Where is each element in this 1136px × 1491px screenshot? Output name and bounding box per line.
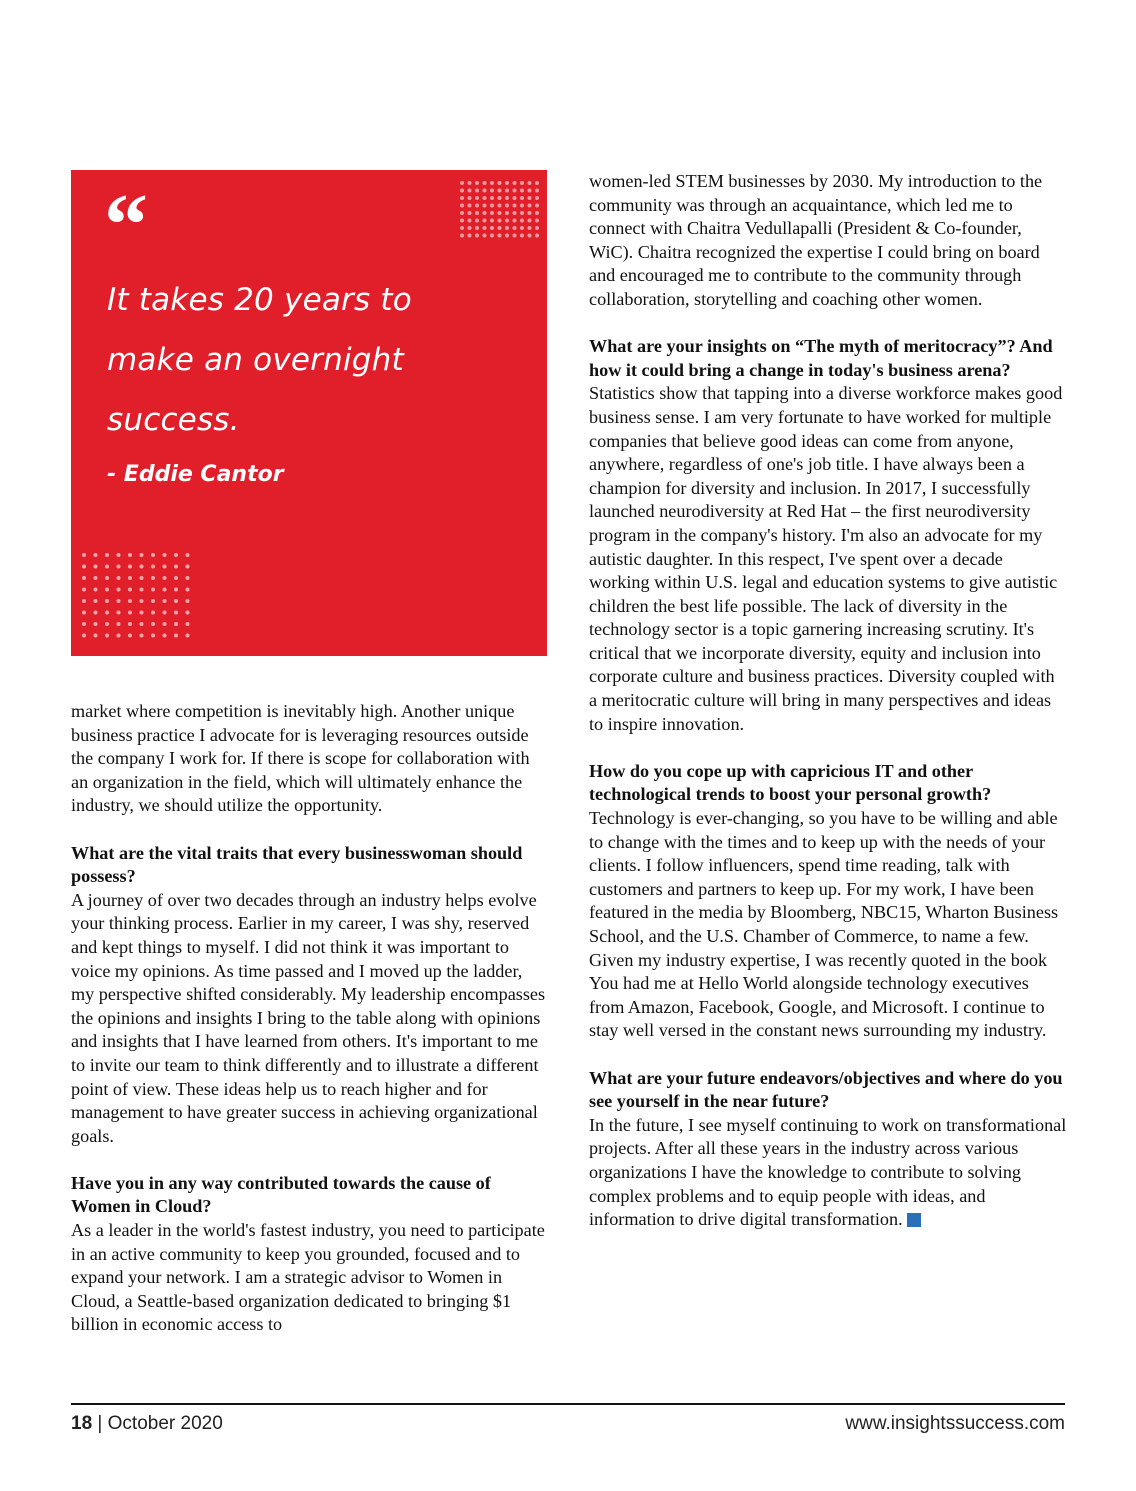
quote-line-1: It takes 20 years to bbox=[107, 282, 412, 318]
decorative-dot bbox=[535, 226, 539, 230]
decorative-dot bbox=[475, 211, 479, 215]
decorative-dot bbox=[128, 599, 132, 603]
decorative-dot bbox=[105, 611, 109, 615]
decorative-dot bbox=[490, 211, 494, 215]
decorative-dot bbox=[528, 219, 532, 223]
decorative-dot bbox=[163, 565, 167, 569]
decorative-dot bbox=[105, 553, 109, 557]
decorative-dot bbox=[475, 189, 479, 193]
pull-quote-box bbox=[71, 170, 547, 656]
decorative-dot bbox=[505, 181, 509, 185]
decorative-dot bbox=[520, 211, 524, 215]
decorative-dot bbox=[490, 219, 494, 223]
decorative-dot bbox=[483, 204, 487, 208]
question-heading: How do you cope up with capricious IT and other technological trends to boost your personal growth? bbox=[589, 760, 992, 805]
decorative-dot bbox=[483, 211, 487, 215]
decorative-dot bbox=[468, 219, 472, 223]
question-heading: What are the vital traits that every businesswoman should possess? bbox=[71, 842, 523, 887]
decorative-dot bbox=[186, 565, 190, 569]
decorative-dot bbox=[105, 599, 109, 603]
decorative-dot bbox=[528, 234, 532, 238]
decorative-dot bbox=[163, 576, 167, 580]
decorative-dot bbox=[535, 196, 539, 200]
decorative-dot bbox=[475, 234, 479, 238]
decorative-dot bbox=[468, 196, 472, 200]
decorative-dot bbox=[82, 599, 86, 603]
quote-line-2: make an overnight bbox=[107, 342, 404, 378]
paragraph: A journey of over two decades through an industry helps evolve your thinking process. Earlier in my career, I was shy, reserved and kept things to myself. I did not think it was important to voice my opinions. As time passed and I moved up the ladder, my perspective shifted considerably. My leadership encompasses the opinions and insights I bring to the table along with opinions and insights that I have learned from others. It's important to me to invite our team to think differently and to illustrate a different point of view. These ideas help us to reach higher and for management to have greater success in achieving organizational goals. bbox=[71, 889, 546, 1146]
decorative-dot bbox=[535, 211, 539, 215]
decorative-dot bbox=[94, 622, 98, 626]
decorative-dot bbox=[535, 234, 539, 238]
decorative-dot bbox=[94, 611, 98, 615]
decorative-dot bbox=[128, 565, 132, 569]
decorative-dot bbox=[490, 234, 494, 238]
footer-page-info bbox=[71, 1413, 223, 1435]
quote-text bbox=[107, 270, 527, 450]
decorative-dot bbox=[140, 611, 144, 615]
decorative-dot bbox=[460, 196, 464, 200]
decorative-dot bbox=[498, 211, 502, 215]
paragraph: As a leader in the world's fastest industry, you need to participate in an active community to keep you grounded, focused and to expand your network. I am a strategic advisor to Women in Cloud, a Seattle-based organization dedicated to bringing $1 billion in economic access to bbox=[71, 1220, 545, 1335]
decorative-dot bbox=[475, 204, 479, 208]
decorative-dot bbox=[535, 181, 539, 185]
issue-date: October 2020 bbox=[107, 1413, 223, 1434]
decorative-dot bbox=[82, 622, 86, 626]
decorative-dot bbox=[117, 634, 121, 638]
decorative-dot bbox=[520, 204, 524, 208]
decorative-dot bbox=[468, 211, 472, 215]
decorative-dot bbox=[94, 565, 98, 569]
decorative-dot bbox=[151, 634, 155, 638]
decorative-dot bbox=[151, 576, 155, 580]
decorative-dot bbox=[82, 565, 86, 569]
decorative-dot bbox=[460, 204, 464, 208]
decorative-dot bbox=[163, 599, 167, 603]
decorative-dot bbox=[520, 196, 524, 200]
decorative-dot bbox=[483, 226, 487, 230]
decorative-dot bbox=[174, 553, 178, 557]
left-column bbox=[71, 700, 547, 1337]
decorative-dot bbox=[174, 576, 178, 580]
decorative-dot bbox=[505, 219, 509, 223]
decorative-dot bbox=[174, 634, 178, 638]
question-heading: What are your future endeavors/objectives and where do you see yourself in the near future? bbox=[589, 1067, 1063, 1112]
footer-divider bbox=[71, 1403, 1065, 1405]
decorative-dot bbox=[468, 204, 472, 208]
decorative-dot bbox=[513, 196, 517, 200]
decorative-dot bbox=[82, 576, 86, 580]
decorative-dot bbox=[513, 234, 517, 238]
decorative-dot bbox=[117, 576, 121, 580]
decorative-dot bbox=[475, 219, 479, 223]
decorative-dot bbox=[128, 622, 132, 626]
decorative-dot bbox=[490, 204, 494, 208]
decorative-dot bbox=[513, 219, 517, 223]
decorative-dot bbox=[174, 599, 178, 603]
decorative-dot bbox=[163, 611, 167, 615]
decorative-dot bbox=[82, 634, 86, 638]
decorative-dot bbox=[128, 611, 132, 615]
decorative-dot bbox=[528, 211, 532, 215]
decorative-dot bbox=[505, 211, 509, 215]
decorative-dot bbox=[460, 219, 464, 223]
paragraph: women-led STEM businesses by 2030. My introduction to the community was through an acquaintance, which led me to connect with Chaitra Vedullapalli (President & Co-founder, WiC). Chaitra recognized the expertise I could bring on board and encouraged me to contribute to the community through collaboration, storytelling and coaching other women. bbox=[589, 171, 1043, 309]
decorative-dot bbox=[151, 565, 155, 569]
decorative-dot bbox=[186, 634, 190, 638]
decorative-dot bbox=[186, 599, 190, 603]
decorative-dot bbox=[468, 226, 472, 230]
decorative-dot bbox=[475, 181, 479, 185]
decorative-dot bbox=[490, 181, 494, 185]
decorative-dot bbox=[490, 226, 494, 230]
decorative-dot bbox=[140, 599, 144, 603]
decorative-dot bbox=[140, 634, 144, 638]
decorative-dot bbox=[186, 622, 190, 626]
decorative-dot bbox=[128, 576, 132, 580]
decorative-dot bbox=[163, 634, 167, 638]
decorative-dot bbox=[535, 189, 539, 193]
decorative-dot bbox=[163, 622, 167, 626]
decorative-dot bbox=[483, 219, 487, 223]
decorative-dot bbox=[460, 181, 464, 185]
decorative-dot bbox=[505, 189, 509, 193]
decorative-dot bbox=[468, 189, 472, 193]
decorative-dot bbox=[460, 226, 464, 230]
decorative-dot bbox=[94, 588, 98, 592]
decorative-dot bbox=[174, 565, 178, 569]
quote-mark-icon: “ bbox=[104, 177, 148, 274]
decorative-dot bbox=[140, 576, 144, 580]
decorative-dot bbox=[117, 565, 121, 569]
decorative-dot bbox=[528, 181, 532, 185]
decorative-dot bbox=[528, 196, 532, 200]
decorative-dot bbox=[117, 588, 121, 592]
decorative-dot bbox=[82, 553, 86, 557]
decorative-dot bbox=[140, 588, 144, 592]
dot-pattern-top-right bbox=[459, 180, 539, 246]
decorative-dot bbox=[528, 204, 532, 208]
decorative-dot bbox=[105, 565, 109, 569]
decorative-dot bbox=[490, 189, 494, 193]
decorative-dot bbox=[520, 181, 524, 185]
decorative-dot bbox=[117, 553, 121, 557]
decorative-dot bbox=[520, 226, 524, 230]
decorative-dot bbox=[505, 234, 509, 238]
decorative-dot bbox=[498, 226, 502, 230]
paragraph: market where competition is inevitably high. Another unique business practice I advocate for is leveraging resources outside the company I work for. If there is scope for collaboration with an organization in the field, which will ultimately enhance the industry, we should utilize the opportunity. bbox=[71, 701, 530, 816]
decorative-dot bbox=[468, 234, 472, 238]
quote-line-3: success. bbox=[107, 402, 240, 438]
decorative-dot bbox=[513, 211, 517, 215]
decorative-dot bbox=[186, 576, 190, 580]
final-paragraph-text: In the future, I see myself continuing to work on transformational projects. After all these years in the industry across various organizations I have the knowledge to contribute to solving complex problems and to equip people with ideas, and information to drive digital transformation. bbox=[589, 1114, 1067, 1230]
decorative-dot bbox=[535, 219, 539, 223]
decorative-dot bbox=[498, 234, 502, 238]
decorative-dot bbox=[94, 634, 98, 638]
decorative-dot bbox=[174, 622, 178, 626]
decorative-dot bbox=[513, 226, 517, 230]
decorative-dot bbox=[140, 553, 144, 557]
decorative-dot bbox=[151, 599, 155, 603]
decorative-dot bbox=[475, 196, 479, 200]
right-column bbox=[589, 170, 1067, 1232]
decorative-dot bbox=[186, 611, 190, 615]
decorative-dot bbox=[163, 588, 167, 592]
decorative-dot bbox=[513, 204, 517, 208]
decorative-dot bbox=[82, 588, 86, 592]
decorative-dot bbox=[460, 211, 464, 215]
website-link[interactable]: www.insightssuccess.com bbox=[845, 1413, 1065, 1434]
decorative-dot bbox=[82, 611, 86, 615]
decorative-dot bbox=[505, 196, 509, 200]
decorative-dot bbox=[498, 204, 502, 208]
page-number: 18 bbox=[71, 1413, 93, 1434]
decorative-dot bbox=[174, 588, 178, 592]
dot-pattern-bottom-left bbox=[81, 552, 197, 650]
decorative-dot bbox=[94, 553, 98, 557]
paragraph: Statistics show that tapping into a diverse workforce makes good business sense. I am very fortunate to have worked for multiple companies that believe good ideas can come from anyone, anywhere, regardless of one's job title. I have always been a champion for diversity and inclusion. In 2017, I successfully launched neurodiversity at Red Hat – the first neurodiversity program in the company's history. I'm also an advocate for my autistic daughter. In this respect, I've spent over a decade working within U.S. legal and education systems to give autistic children the best life possible. The lack of diversity in the technology sector is a topic garnering increasing scrutiny. It's critical that we incorporate diversity, equity and inclusion into corporate culture and business practices. Diversity coupled with a meritocratic culture will bring in many perspectives and ideas to inspire innovation. bbox=[589, 383, 1063, 734]
decorative-dot bbox=[475, 226, 479, 230]
decorative-dot bbox=[186, 588, 190, 592]
question-heading: What are your insights on “The myth of meritocracy”? And how it could bring a change in today's business arena? bbox=[589, 336, 1053, 380]
decorative-dot bbox=[505, 204, 509, 208]
footer-separator: | bbox=[92, 1413, 108, 1434]
decorative-dot bbox=[535, 204, 539, 208]
decorative-dot bbox=[505, 226, 509, 230]
decorative-dot bbox=[528, 226, 532, 230]
decorative-dot bbox=[460, 189, 464, 193]
decorative-dot bbox=[513, 189, 517, 193]
decorative-dot bbox=[128, 634, 132, 638]
decorative-dot bbox=[483, 196, 487, 200]
paragraph bbox=[589, 1114, 1067, 1232]
decorative-dot bbox=[174, 611, 178, 615]
decorative-dot bbox=[117, 611, 121, 615]
decorative-dot bbox=[498, 181, 502, 185]
decorative-dot bbox=[94, 599, 98, 603]
decorative-dot bbox=[490, 196, 494, 200]
decorative-dot bbox=[128, 553, 132, 557]
decorative-dot bbox=[117, 622, 121, 626]
decorative-dot bbox=[94, 576, 98, 580]
decorative-dot bbox=[163, 553, 167, 557]
question-heading: Have you in any way contributed towards the cause of Women in Cloud? bbox=[71, 1172, 491, 1217]
decorative-dot bbox=[186, 553, 190, 557]
decorative-dot bbox=[513, 181, 517, 185]
decorative-dot bbox=[105, 588, 109, 592]
decorative-dot bbox=[105, 622, 109, 626]
decorative-dot bbox=[528, 189, 532, 193]
decorative-dot bbox=[498, 219, 502, 223]
decorative-dot bbox=[483, 234, 487, 238]
decorative-dot bbox=[520, 219, 524, 223]
decorative-dot bbox=[483, 189, 487, 193]
decorative-dot bbox=[151, 622, 155, 626]
decorative-dot bbox=[151, 553, 155, 557]
decorative-dot bbox=[483, 181, 487, 185]
decorative-dot bbox=[140, 622, 144, 626]
decorative-dot bbox=[520, 189, 524, 193]
decorative-dot bbox=[105, 576, 109, 580]
decorative-dot bbox=[468, 181, 472, 185]
decorative-dot bbox=[498, 196, 502, 200]
decorative-dot bbox=[498, 189, 502, 193]
decorative-dot bbox=[151, 611, 155, 615]
decorative-dot bbox=[117, 599, 121, 603]
decorative-dot bbox=[151, 588, 155, 592]
quote-author: - Eddie Cantor bbox=[107, 462, 284, 487]
paragraph: Technology is ever-changing, so you have to be willing and able to change with the times and to keep up with the needs of your clients. I follow influencers, spend time reading, talk with customers and partners to keep up. For my work, I have been featured in the media by Bloomberg, NBC15, Wharton Business School, and the U.S. Chamber of Commerce, to name a few. Given my industry expertise, I was recently quoted in the book You had me at Hello World alongside technology executives from Amazon, Facebook, Google, and Microsoft. I continue to stay well versed in the constant news surrounding my industry. bbox=[589, 808, 1059, 1041]
decorative-dot bbox=[520, 234, 524, 238]
decorative-dot bbox=[128, 588, 132, 592]
decorative-dot bbox=[105, 634, 109, 638]
decorative-dot bbox=[460, 234, 464, 238]
decorative-dot bbox=[140, 565, 144, 569]
end-of-article-icon bbox=[907, 1213, 921, 1227]
